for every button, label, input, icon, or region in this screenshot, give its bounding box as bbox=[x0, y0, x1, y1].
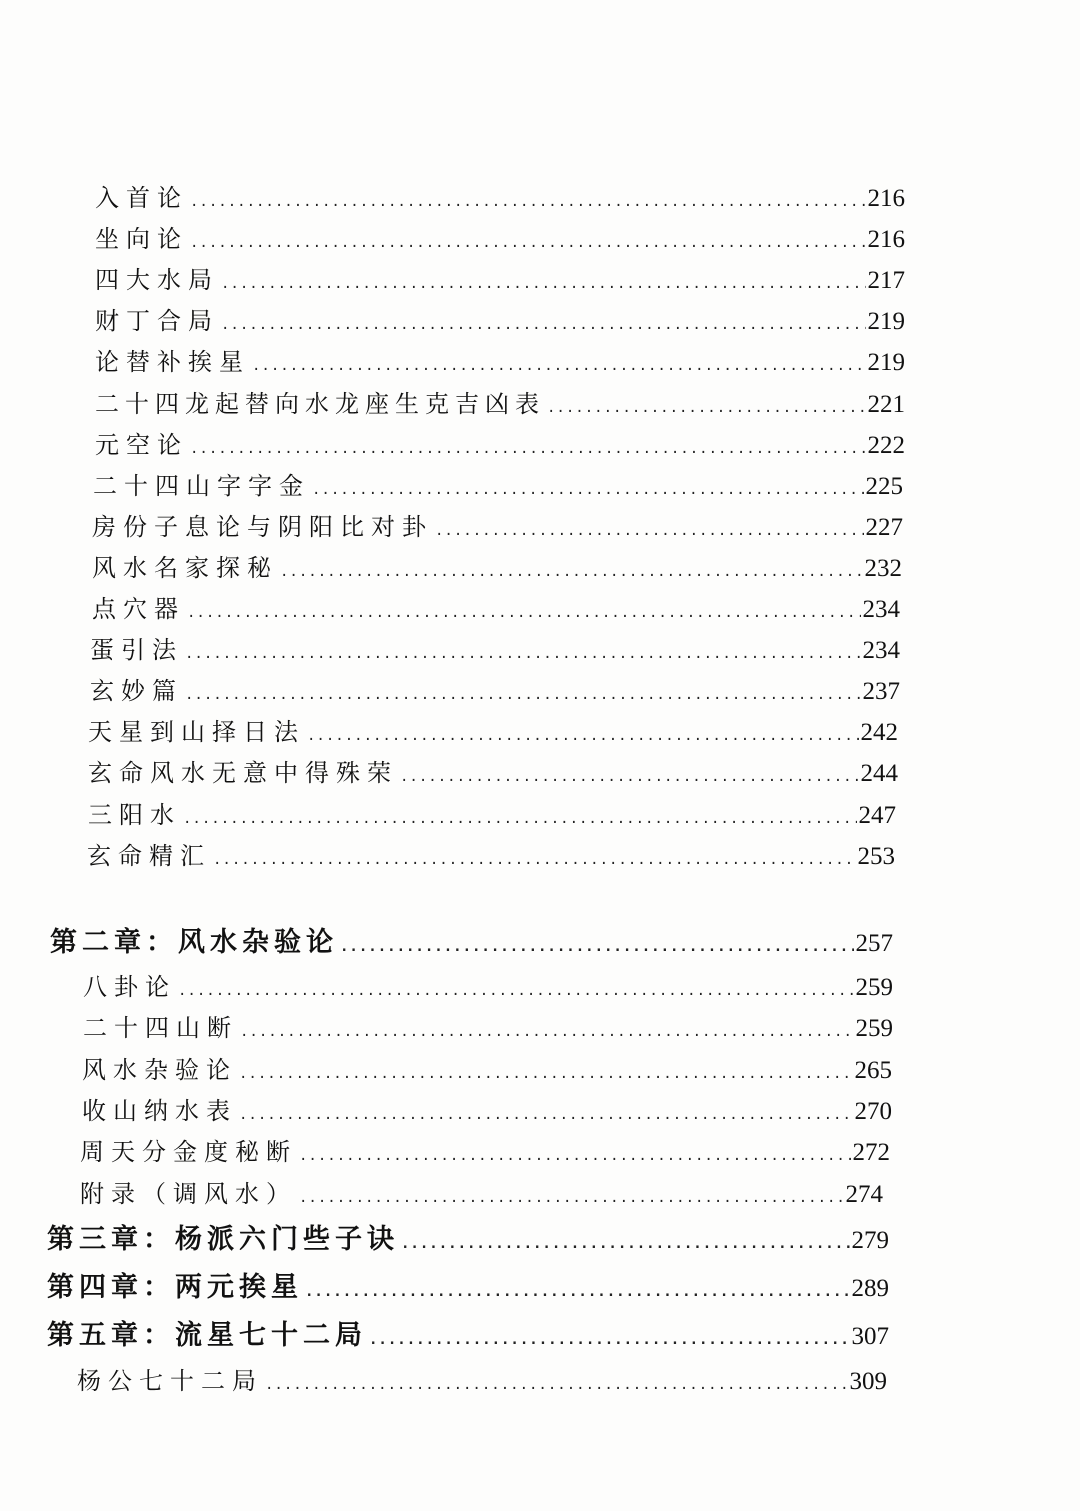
toc-entry-title: 收山纳水表 bbox=[82, 1097, 237, 1125]
toc-entry bbox=[95, 342, 905, 377]
toc-leader-dots bbox=[312, 482, 864, 498]
toc-entry-title: 附录（调风水） bbox=[80, 1180, 297, 1208]
toc-leader-dots bbox=[240, 1024, 854, 1040]
toc-entry-page: 253 bbox=[857, 843, 895, 870]
toc-entry bbox=[87, 836, 895, 871]
toc-leader-dots bbox=[178, 983, 854, 999]
toc-entry-title: 三阳水 bbox=[88, 801, 181, 829]
toc-entry-page: 309 bbox=[849, 1368, 887, 1395]
toc-entry-title: 玄妙篇 bbox=[90, 677, 183, 705]
toc-leader-dots bbox=[239, 1066, 853, 1082]
toc-entry bbox=[92, 589, 900, 624]
toc-entry-page: 217 bbox=[867, 267, 905, 294]
toc-entry bbox=[88, 795, 896, 830]
toc-entry bbox=[92, 507, 903, 542]
toc-entry bbox=[93, 466, 903, 501]
toc-entry-page: 259 bbox=[855, 1015, 893, 1042]
toc-entry bbox=[95, 301, 905, 336]
toc-entry bbox=[80, 1132, 890, 1167]
toc-leader-dots bbox=[213, 852, 856, 868]
toc-entry-title: 房份子息论与阴阳比对卦 bbox=[92, 513, 433, 541]
toc-leader-dots bbox=[221, 276, 866, 292]
toc-entry-title: 点穴器 bbox=[92, 595, 185, 623]
toc-leader-dots bbox=[190, 194, 866, 210]
toc-entry bbox=[80, 1174, 883, 1209]
toc-leader-dots bbox=[401, 1236, 850, 1252]
toc-entry-page: 216 bbox=[867, 185, 905, 212]
toc-entry-page: 234 bbox=[862, 596, 900, 623]
toc-entry bbox=[82, 1050, 892, 1085]
toc-entry bbox=[88, 712, 898, 747]
toc-leader-dots bbox=[265, 1377, 848, 1393]
toc-entry-page: 234 bbox=[862, 637, 900, 664]
toc-leader-dots bbox=[190, 235, 866, 251]
toc-entry-page: 307 bbox=[851, 1323, 889, 1350]
toc-leader-dots bbox=[183, 811, 857, 827]
toc-entry-title: 天星到山择日法 bbox=[88, 718, 305, 746]
toc-leader-dots bbox=[307, 728, 859, 744]
toc-entry bbox=[92, 548, 902, 583]
toc-leader-dots bbox=[190, 441, 866, 457]
toc-chapter-entry bbox=[47, 1265, 889, 1304]
toc-entry-page: 259 bbox=[855, 974, 893, 1001]
toc-entry-page: 247 bbox=[858, 802, 896, 829]
toc-entry-page: 242 bbox=[860, 719, 898, 746]
toc-leader-dots bbox=[185, 646, 861, 662]
toc-entry-title: 二十四龙起替向水龙座生克吉凶表 bbox=[95, 390, 545, 418]
toc-leader-dots bbox=[340, 939, 854, 955]
toc-entry-title: 论替补挨星 bbox=[95, 348, 250, 376]
toc-entry-page: 219 bbox=[867, 308, 905, 335]
toc-leader-dots bbox=[280, 564, 863, 580]
toc-leader-dots bbox=[185, 687, 861, 703]
toc-entry bbox=[83, 967, 893, 1002]
toc-entry-page: 216 bbox=[867, 226, 905, 253]
toc-entry bbox=[90, 630, 900, 665]
toc-entry-title: 周天分金度秘断 bbox=[80, 1138, 297, 1166]
toc-entry-title: 风水名家探秘 bbox=[92, 554, 278, 582]
toc-chapter-entry bbox=[50, 920, 893, 959]
toc-chapter-entry bbox=[47, 1313, 889, 1352]
toc-leader-dots bbox=[435, 523, 864, 539]
toc-entry-page: 270 bbox=[854, 1098, 892, 1125]
toc-entry-page: 274 bbox=[845, 1181, 883, 1208]
toc-entry-title: 元空论 bbox=[95, 431, 188, 459]
toc-entry-title: 坐向论 bbox=[95, 225, 188, 253]
toc-leader-dots bbox=[369, 1332, 850, 1348]
toc-leader-dots bbox=[299, 1190, 844, 1206]
toc-leader-dots bbox=[221, 317, 866, 333]
toc-entry-title: 玄命风水无意中得殊荣 bbox=[88, 759, 398, 787]
toc-chapter-title: 第二章：风水杂验论 bbox=[50, 927, 338, 958]
toc-entry-page: 257 bbox=[855, 930, 893, 957]
toc-entry-page: 227 bbox=[865, 514, 903, 541]
toc-entry-page: 222 bbox=[867, 432, 905, 459]
toc-entry-page: 219 bbox=[867, 349, 905, 376]
toc-entry bbox=[95, 219, 905, 254]
toc-leader-dots bbox=[547, 400, 866, 416]
toc-entry-page: 237 bbox=[862, 678, 900, 705]
toc-entry-page: 265 bbox=[854, 1057, 892, 1084]
toc-entry-title: 二十四山断 bbox=[83, 1014, 238, 1042]
toc-entry-page: 232 bbox=[864, 555, 902, 582]
toc-leader-dots bbox=[187, 605, 861, 621]
toc-entry-title: 风水杂验论 bbox=[82, 1056, 237, 1084]
toc-entry-title: 二十四山字字金 bbox=[93, 472, 310, 500]
toc-entry bbox=[95, 384, 905, 419]
toc-entry-title: 玄命精汇 bbox=[87, 842, 211, 870]
toc-entry-title: 杨公七十二局 bbox=[77, 1367, 263, 1395]
toc-entry-page: 244 bbox=[860, 760, 898, 787]
toc-entry bbox=[90, 671, 900, 706]
toc-leader-dots bbox=[239, 1107, 853, 1123]
toc-entry-page: 225 bbox=[865, 473, 903, 500]
toc-entry bbox=[77, 1361, 887, 1396]
toc-entry bbox=[95, 178, 905, 213]
toc-entry-title: 财丁合局 bbox=[95, 307, 219, 335]
toc-entry bbox=[88, 753, 898, 788]
toc-entry-title: 四大水局 bbox=[95, 266, 219, 294]
toc-leader-dots bbox=[305, 1284, 850, 1300]
toc-chapter-entry bbox=[47, 1217, 889, 1256]
toc-entry bbox=[83, 1008, 893, 1043]
toc-entry-title: 入首论 bbox=[95, 184, 188, 212]
toc-leader-dots bbox=[252, 358, 866, 374]
toc-chapter-title: 第五章：流星七十二局 bbox=[47, 1320, 367, 1351]
toc-leader-dots bbox=[400, 769, 859, 785]
toc-entry bbox=[82, 1091, 892, 1126]
toc-leader-dots bbox=[299, 1148, 851, 1164]
toc-entry bbox=[95, 260, 905, 295]
toc-entry bbox=[95, 425, 905, 460]
toc-entry-page: 221 bbox=[867, 391, 905, 418]
toc-entry-page: 279 bbox=[851, 1227, 889, 1254]
toc-entry-page: 289 bbox=[851, 1275, 889, 1302]
toc-chapter-title: 第三章：杨派六门些子诀 bbox=[47, 1224, 399, 1255]
toc-chapter-title: 第四章：两元挨星 bbox=[47, 1272, 303, 1303]
toc-entry-title: 八卦论 bbox=[83, 973, 176, 1001]
toc-entry-title: 蛋引法 bbox=[90, 636, 183, 664]
toc-entry-page: 272 bbox=[852, 1139, 890, 1166]
